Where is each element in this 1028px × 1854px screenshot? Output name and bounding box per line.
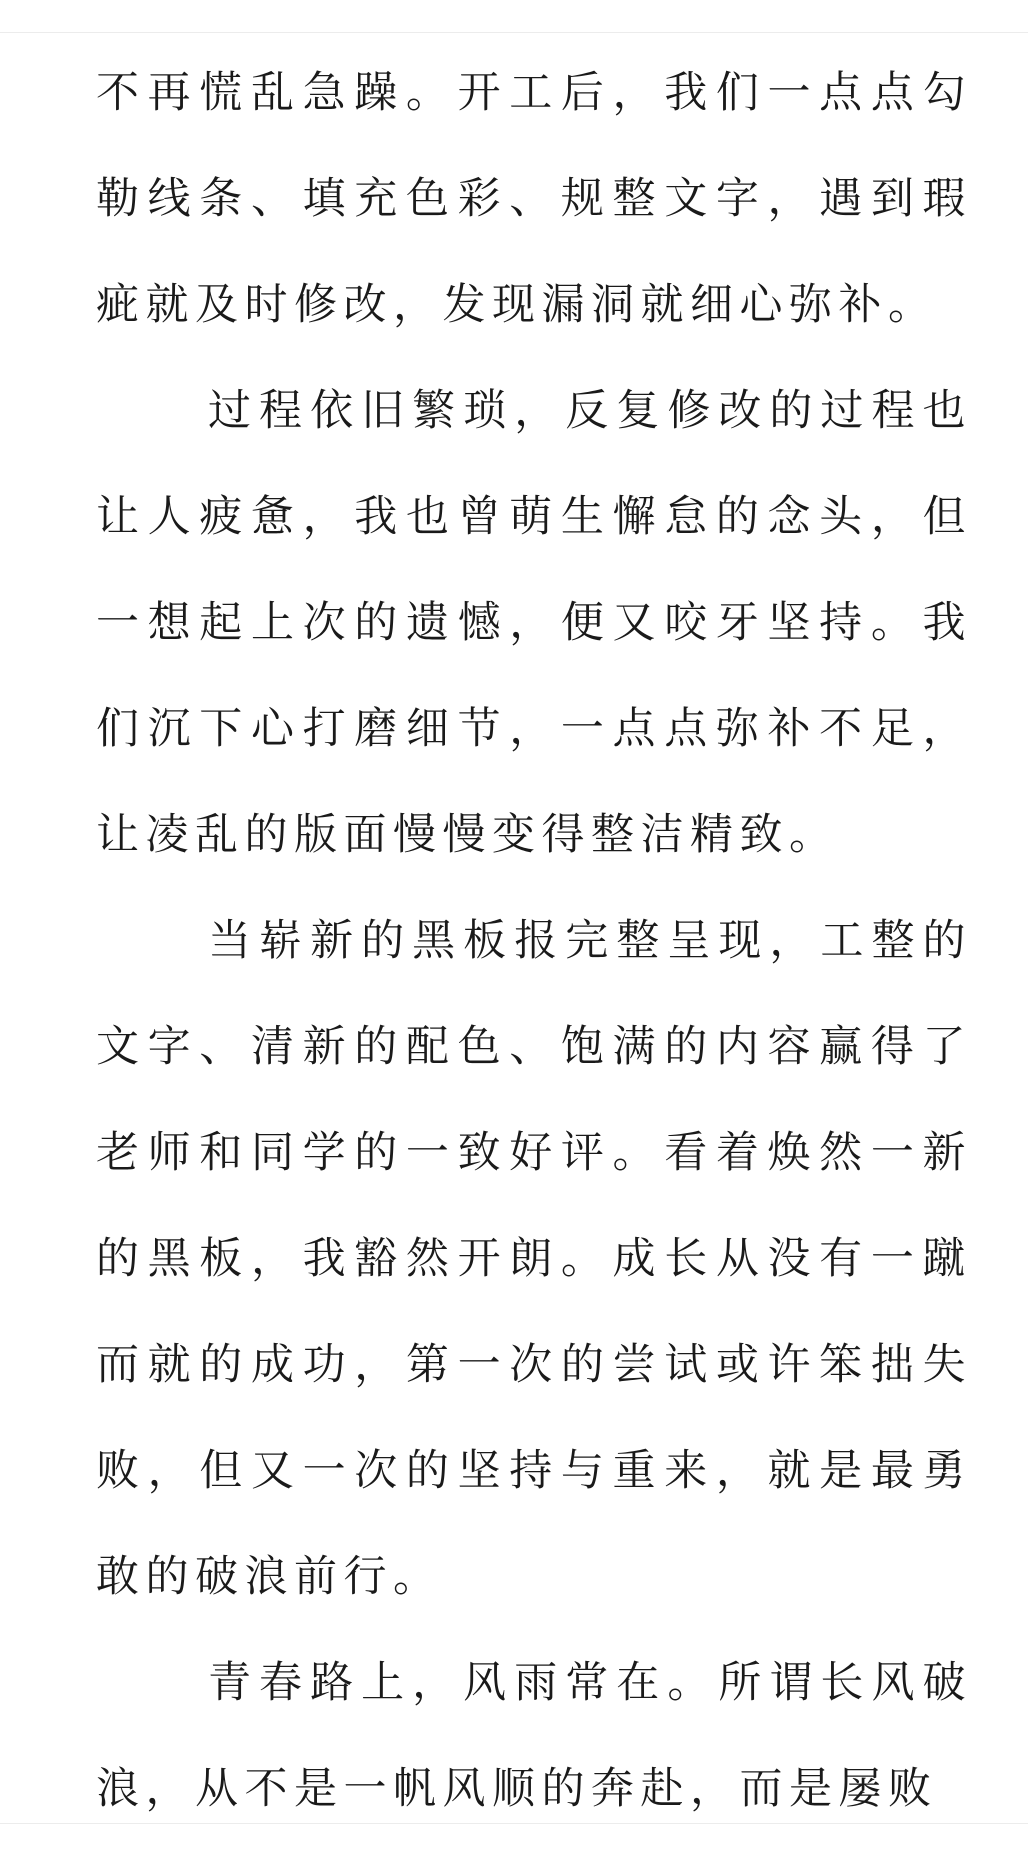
bottom-divider — [0, 1823, 1028, 1854]
paragraph-2: 过程依旧繁琐，反复修改的过程也让人疲惫，我也曾萌生懈怠的念头，但一想起上次的遗憾，便又咬牙坚持。我们沉下心打磨细节，一点点弥补不足，让凌乱的版面慢慢变得整洁精致。 — [96, 386, 972, 860]
article-body — [96, 40, 972, 1842]
paragraph-3: 当崭新的黑板报完整呈现，工整的文字、清新的配色、饱满的内容赢得了老师和同学的一致好评。看着焕然一新的黑板，我豁然开朗。成长从没有一蹴而就的成功，第一次的尝试或许笨拙失败，但又一次的坚持与重来，就是最勇敢的破浪前行。 — [96, 916, 972, 1602]
paragraph-4: 青春路上，风雨常在。所谓长风破浪，从不是一帆风顺的奔赴，而是屡败 — [96, 1658, 972, 1814]
top-divider — [0, 0, 1028, 33]
paragraph-1: 不再慌乱急躁。开工后，我们一点点勾勒线条、填充色彩、规整文字，遇到瑕疵就及时修改，发现漏洞就细心弥补。 — [96, 68, 972, 330]
